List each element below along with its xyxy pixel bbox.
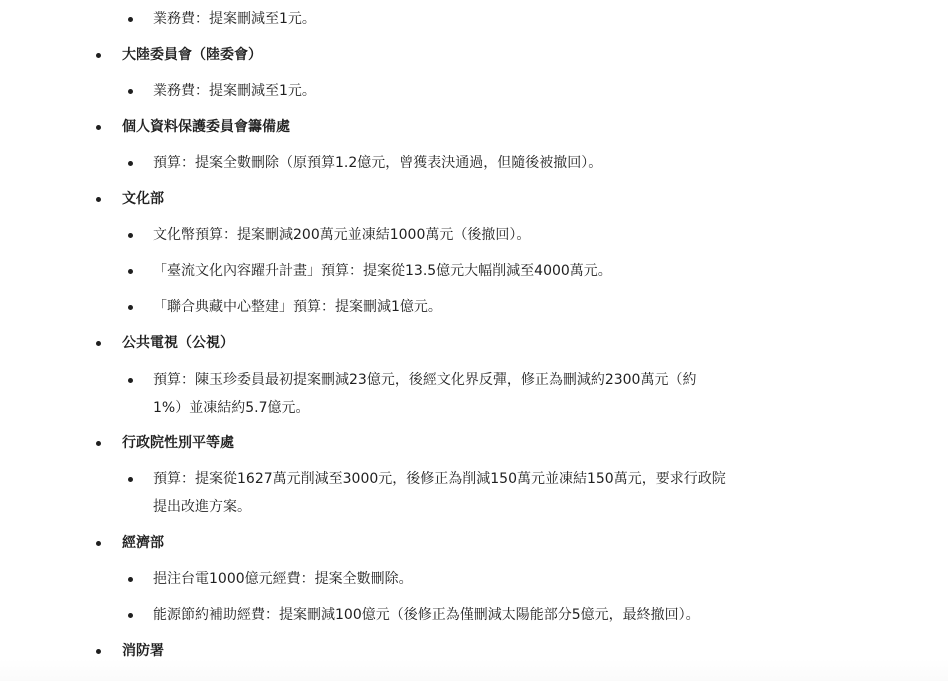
bullet-icon xyxy=(128,233,133,238)
list-item-text-continued: 提出改進方案。 xyxy=(153,499,251,515)
section-heading xyxy=(0,333,948,353)
list-item-text: 「臺流文化內容躍升計畫」預算：提案從13.5億元大幅削減至4000萬元。 xyxy=(153,263,612,279)
section-heading xyxy=(0,641,948,661)
bullet-icon xyxy=(128,17,133,22)
section-heading-text: 行政院性別平等處 xyxy=(122,435,234,451)
list-item-text: 文化幣預算：提案刪減200萬元並凍結1000萬元（後撤回）。 xyxy=(153,227,531,243)
section-heading xyxy=(0,189,948,209)
list-item xyxy=(0,569,948,589)
list-item xyxy=(0,261,948,281)
list-item-text: 預算：提案從1627萬元削減至3000元，後修正為削減150萬元並凍結150萬元，要求行政院 xyxy=(153,471,726,487)
section-heading xyxy=(0,45,948,65)
list-item xyxy=(0,605,948,625)
bullet-icon xyxy=(128,161,133,166)
list-item xyxy=(0,9,948,29)
bullet-icon xyxy=(128,89,133,94)
bullet-icon xyxy=(128,477,133,482)
list-item-text: 預算：陳玉珍委員最初提案刪減23億元，後經文化界反彈，修正為刪減約2300萬元（約 xyxy=(153,372,697,388)
bullet-icon xyxy=(128,577,133,582)
bullet-icon xyxy=(96,197,101,202)
bullet-icon xyxy=(128,305,133,310)
list-item-text: 「聯合典藏中心整建」預算：提案刪減1億元。 xyxy=(153,299,442,315)
bullet-icon xyxy=(96,125,101,130)
section-heading-text: 消防署 xyxy=(122,643,164,659)
list-item xyxy=(0,225,948,245)
list-item-text: 能源節約補助經費：提案刪減100億元（後修正為僅刪減太陽能部分5億元，最終撤回）。 xyxy=(153,607,700,623)
list-item xyxy=(0,153,948,173)
list-item xyxy=(0,469,948,517)
list-item-text: 挹注台電1000億元經費：提案全數刪除。 xyxy=(153,571,413,587)
bottom-fade xyxy=(0,659,948,681)
list-item-text: 業務費：提案刪減至1元。 xyxy=(153,11,316,27)
section-heading-text: 大陸委員會（陸委會） xyxy=(122,47,262,63)
bullet-icon xyxy=(128,613,133,618)
bullet-icon xyxy=(96,441,101,446)
list-item-text-continued: 1%）並凍結約5.7億元。 xyxy=(153,400,310,416)
section-heading xyxy=(0,533,948,553)
list-item xyxy=(0,297,948,317)
list-item-text: 業務費：提案刪減至1元。 xyxy=(153,83,316,99)
bullet-icon xyxy=(96,649,101,654)
section-heading-text: 經濟部 xyxy=(122,535,164,551)
section-heading xyxy=(0,117,948,137)
section-heading-text: 個人資料保護委員會籌備處 xyxy=(122,119,290,135)
bullet-icon xyxy=(128,378,133,383)
list-item-text: 預算：提案全數刪除（原預算1.2億元，曾獲表決通過，但隨後被撤回）。 xyxy=(153,155,603,171)
list-item xyxy=(0,81,948,101)
bullet-icon xyxy=(128,269,133,274)
section-heading xyxy=(0,433,948,453)
bullet-icon xyxy=(96,541,101,546)
section-heading-text: 公共電視（公視） xyxy=(122,335,234,351)
bullet-icon xyxy=(96,53,101,58)
list-item xyxy=(0,370,948,418)
section-heading-text: 文化部 xyxy=(122,191,164,207)
bullet-icon xyxy=(96,341,101,346)
